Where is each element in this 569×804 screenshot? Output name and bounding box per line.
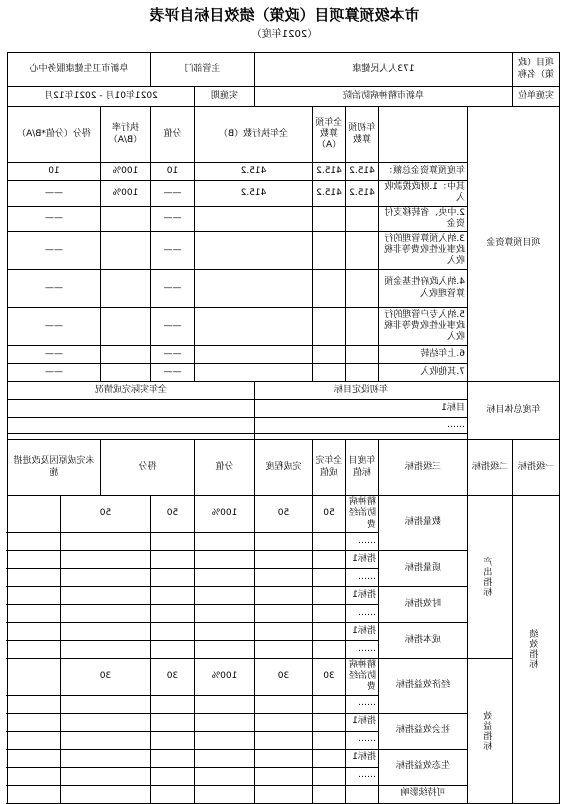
col-budget: 年初预算数 [346, 107, 379, 163]
indicator-more: …… [346, 767, 379, 785]
qty-score: 50 [150, 496, 194, 533]
fund-full: 415.2 [313, 163, 346, 181]
econ-got: 30 [60, 658, 150, 695]
perf-label: 绩效指标 [513, 496, 560, 804]
fund-got: —— [7, 308, 100, 346]
col-rate: 执行率（B/A） [100, 107, 150, 163]
project-name-label: 项目（政策）名称 [513, 53, 560, 87]
fund-full: 415.2 [313, 181, 346, 207]
fund-got: —— [7, 181, 100, 207]
fund-rate: 100% [100, 163, 150, 181]
eco-label: 生态效益指标 [379, 749, 468, 785]
fund-label: 4.纳入政府性基金预算管理收入 [379, 270, 468, 308]
fund-got: —— [7, 364, 100, 382]
indicator-name: 精神病防治经费 [346, 496, 379, 533]
fund-label: 3.纳入预算管理的行政事业性收费等非税收入 [379, 232, 468, 270]
impl-unit: 阜新市精神病防治院 [255, 87, 513, 107]
qty-actual: 50 [255, 496, 313, 533]
effect-label: 效益指标 [468, 658, 513, 803]
h-score: 分值 [195, 440, 255, 496]
h-level1: 一级指标 [513, 440, 560, 496]
col-exec: 全年执行数（B） [195, 107, 313, 163]
fund-budget: 415.2 [346, 181, 379, 207]
planned-goal-label: 年初设定目标 [255, 382, 468, 400]
fund-label: 7.其他收入 [379, 364, 468, 382]
fund-label: 6.上年结转 [379, 346, 468, 364]
qty-degree: 100% [195, 496, 255, 533]
goal-1: 目标1 [255, 400, 468, 418]
fund-score: —— [150, 270, 194, 308]
indicator-more: …… [346, 695, 379, 713]
fund-label: 2.中央、省转移支付资金 [379, 206, 468, 232]
indicator-1: 指标1 [346, 550, 379, 568]
fund-got: —— [7, 270, 100, 308]
dept-label: 主管部门 [150, 53, 254, 87]
fund-score: —— [150, 232, 194, 270]
indicator-more: …… [346, 568, 379, 586]
fund-rate: 100% [100, 181, 150, 207]
col-got: 得分（分值*B/A） [7, 107, 100, 163]
quality-label: 质量指标 [379, 550, 468, 586]
report-year: （2021年度） [251, 29, 318, 40]
indicator-more: …… [346, 532, 379, 550]
indicator-1: 指标1 [346, 622, 379, 640]
econ-target: 30 [313, 658, 346, 695]
cost-label: 成本指标 [379, 622, 468, 658]
h-degree: 完成程度 [255, 440, 313, 496]
output-label: 产出指标 [468, 496, 513, 659]
goals-section-label: 年度总体目标 [468, 382, 560, 440]
h-level2: 二级指标 [468, 440, 513, 496]
fund-score: —— [150, 346, 194, 364]
fund-score: —— [150, 181, 194, 207]
h-actual: 全年完成值 [313, 440, 346, 496]
fund-got: —— [7, 346, 100, 364]
fund-budget: 415.2 [346, 163, 379, 181]
indicator-1: 指标1 [346, 713, 379, 731]
sustain-label: 可持续影响 [379, 785, 468, 803]
impl-period: 2021年01月 - 2021年12月 [7, 87, 194, 107]
social-label: 社会效益指标 [379, 713, 468, 749]
econ-label: 经济效益指标 [379, 658, 468, 713]
fund-score: —— [150, 364, 194, 382]
qty-label: 数量指标 [379, 496, 468, 551]
indicator-name: 精神病防治经费 [346, 658, 379, 695]
econ-degree: 100% [195, 658, 255, 695]
econ-actual: 30 [255, 658, 313, 695]
fund-label: 其中：1.财政拨款收入 [379, 181, 468, 207]
evaluation-table [7, 52, 560, 804]
indicator-more: …… [346, 604, 379, 622]
h-got: 得分 [100, 440, 194, 496]
indicator-more: …… [346, 640, 379, 658]
fund-label: 5.纳入专户管理的行政事业性收费等非税收入 [379, 308, 468, 346]
fund-got: 10 [7, 163, 100, 181]
h-reason: 未完成原因及改进措施 [7, 440, 100, 496]
dept: 阜新市卫生健康服务中心 [7, 53, 150, 87]
project-name: 173人人民健康 [255, 53, 513, 87]
col-full-budget: 全年预算数（A） [313, 107, 346, 163]
indicator-more: …… [346, 731, 379, 749]
fund-got: —— [7, 206, 100, 232]
qty-got: 50 [60, 496, 150, 533]
impl-unit-label: 实施单位 [513, 87, 560, 107]
fund-exec: 415.2 [195, 163, 313, 181]
col-score: 分值 [150, 107, 194, 163]
fund-score: —— [150, 206, 194, 232]
impl-period-label: 实施期 [195, 87, 255, 107]
econ-score: 30 [150, 658, 194, 695]
actual-goal-label: 全年实际完成情况 [7, 382, 254, 400]
fund-got: —— [7, 232, 100, 270]
fund-score: —— [150, 308, 194, 346]
qty-target: 50 [313, 496, 346, 533]
fund-score: 10 [150, 163, 194, 181]
timely-label: 时效指标 [379, 586, 468, 622]
page-title: 市本级预算项目（政策）绩效目标自评表 [149, 6, 420, 24]
indicator-1: 指标1 [346, 586, 379, 604]
goal-more: …… [255, 418, 468, 434]
indicator-1: 指标1 [346, 749, 379, 767]
funds-section-label: 项目预算资金 [468, 107, 560, 382]
h-level3: 三级指标 [379, 440, 468, 496]
fund-exec: 415.2 [195, 181, 313, 207]
h-target: 年度目标值 [346, 440, 379, 496]
fund-label: 年度预算资金总额： [379, 163, 468, 181]
